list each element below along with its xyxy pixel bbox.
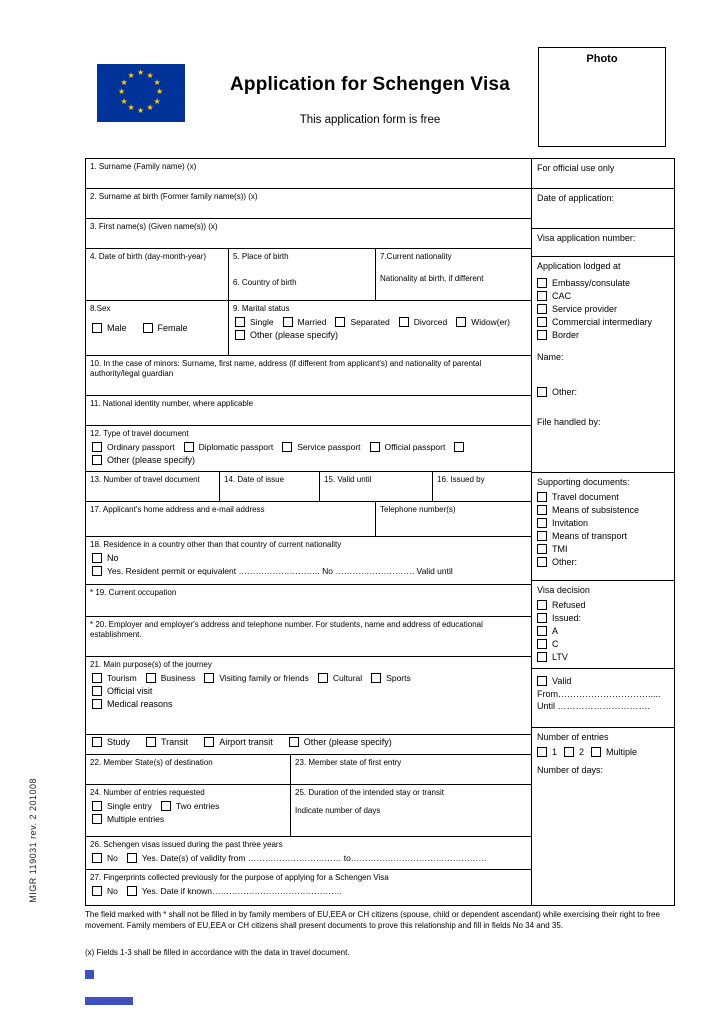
checkbox[interactable] (235, 317, 245, 327)
scan-artifact-square (85, 970, 94, 979)
checkbox-option[interactable] (537, 518, 669, 528)
checkbox-option[interactable] (537, 387, 669, 397)
checkbox-option[interactable] (92, 673, 137, 683)
flag-star-icon: ★ (153, 77, 161, 87)
field-label: Date of application: (537, 193, 615, 203)
checkbox[interactable] (591, 747, 601, 757)
field-22-member-states-destination[interactable] (86, 755, 291, 784)
checkbox-option[interactable] (146, 673, 196, 683)
field-27-fingerprints (86, 870, 531, 905)
official-name-label: Name: (537, 351, 564, 362)
checkbox[interactable] (537, 505, 547, 515)
option-label: Multiple (606, 746, 638, 757)
field-5-6-place-country-of-birth[interactable] (229, 249, 376, 300)
official-validity-section (532, 669, 674, 728)
option-label: Widow(er) (471, 317, 510, 328)
field-label: 16. Issued by (437, 475, 485, 484)
visa-decision-options (537, 600, 669, 662)
option-label: Issued: (552, 612, 582, 623)
checkbox-option[interactable] (537, 544, 669, 554)
field-label: 14. Date of issue (224, 475, 285, 484)
official-date-of-application[interactable] (532, 189, 674, 229)
fingerprints-options-row (86, 883, 531, 896)
row-destination-first-entry (86, 755, 531, 785)
row-entries-duration (86, 785, 531, 837)
option-label: Service provider (552, 303, 618, 314)
field-label: Nationality at birth, if different (380, 274, 484, 284)
checkbox-option[interactable] (537, 626, 669, 636)
option-label: Other: (552, 556, 578, 567)
checkbox[interactable] (204, 737, 214, 747)
checkbox-option[interactable] (204, 673, 309, 683)
option-label: A (552, 625, 559, 636)
checkbox[interactable] (235, 330, 245, 340)
option-label: Yes. Date(s) of validity from …………………………… to………………………………………… (141, 853, 487, 864)
field-13-document-number[interactable] (86, 472, 220, 501)
option-label: Border (552, 329, 580, 340)
option-label: Sports (386, 673, 411, 684)
field-label: 17. Applicant's home address and e-mail address (90, 505, 265, 514)
field-21-journey-purpose-secondary (86, 735, 531, 755)
official-use-title: For official use only (537, 163, 615, 173)
page-title: Application for Schengen Visa (230, 74, 510, 95)
checkbox[interactable] (143, 323, 153, 333)
official-visa-application-number[interactable] (532, 229, 674, 257)
option-label: Valid (552, 676, 572, 686)
checkbox[interactable] (335, 317, 345, 327)
option-label: Visiting family or friends (219, 673, 309, 684)
checkbox[interactable] (537, 626, 547, 636)
checkbox-option[interactable] (537, 304, 669, 314)
footnote-asterisk: The field marked with * shall not be filled in by family members of EU,EEA or CH citizens (spouse, child or dependent ascendant) while exercising their right to free movement. Family members of EU,EEA or CH citizens shall present documents to prove this relationship and fill in fields No 34 and 35. (85, 910, 660, 931)
field-label: 18. Residence in a country other than that country of current nationality (90, 540, 342, 549)
row-sex-marital-status (86, 301, 531, 356)
field-21-journey-purpose (86, 657, 531, 735)
option-label: Cultural (332, 673, 363, 684)
checkbox[interactable] (537, 330, 547, 340)
official-supporting-documents (532, 473, 674, 581)
number-of-days-label: Number of days: (537, 764, 604, 775)
option-label: Single (250, 317, 274, 328)
field-label: 12. Type of travel document (90, 429, 189, 438)
option-label: Two entries (175, 801, 220, 812)
checkbox[interactable] (146, 737, 156, 747)
option-label: Other: (552, 387, 578, 398)
checkbox[interactable] (92, 455, 102, 465)
checkbox-option[interactable] (318, 673, 362, 683)
residence-no-option (86, 550, 531, 563)
field-label: 6. Country of birth (233, 278, 297, 288)
field-1-surname[interactable] (86, 159, 531, 189)
checkbox[interactable] (92, 699, 102, 709)
checkbox-option[interactable] (564, 747, 584, 757)
field-label: 13. Number of travel document (90, 475, 200, 484)
form-table (85, 158, 675, 906)
checkbox[interactable] (92, 553, 102, 563)
flag-star-icon: ★ (118, 87, 126, 96)
checkbox[interactable] (92, 801, 102, 811)
field-12-travel-document-type (86, 426, 531, 472)
field-label: 21. Main purpose(s) of the journey (90, 660, 212, 669)
field-label: Visa decision (537, 585, 590, 595)
checkbox[interactable] (537, 387, 547, 397)
checkbox-option[interactable] (92, 886, 118, 896)
checkbox[interactable] (537, 676, 547, 686)
number-of-entries-options (537, 744, 669, 757)
option-label: Official visit (107, 686, 153, 697)
valid-until-label: Until …………………………. (537, 700, 651, 711)
option-label: TMI (552, 543, 568, 554)
field-label: 10. In the case of minors: Surname, first name, address (if different from applicant's) and nationality of parental authority/legal guardian (90, 359, 482, 379)
option-label: Means of transport (552, 530, 628, 541)
field-24-entries-requested (86, 785, 291, 836)
valid-option (537, 676, 669, 686)
supporting-documents-options (537, 492, 669, 567)
option-label: Airport transit (219, 737, 273, 747)
checkbox[interactable] (537, 544, 547, 554)
sex-options (86, 320, 228, 333)
entries-options (86, 798, 290, 811)
checkbox[interactable] (537, 652, 547, 662)
checkbox[interactable] (283, 317, 293, 327)
field-label: 5. Place of birth (233, 252, 289, 261)
option-label: LTV (552, 651, 568, 662)
checkbox-option[interactable] (146, 737, 188, 747)
checkbox-option[interactable] (537, 330, 669, 340)
official-visa-decision (532, 581, 674, 669)
checkbox-option[interactable] (204, 737, 273, 747)
field-label: 26. Schengen visas issued during the past three years (90, 840, 283, 849)
option-label: Single entry (107, 801, 152, 812)
valid-from-label: From…………………………..... (537, 689, 661, 699)
option-label: Transit (161, 737, 189, 747)
checkbox[interactable] (92, 442, 102, 452)
checkbox-option[interactable] (537, 747, 557, 757)
field-label: 22. Member State(s) of destination (90, 758, 213, 767)
marital-status-other (229, 327, 531, 340)
official-application-lodged-section (532, 257, 674, 473)
checkbox-option[interactable] (283, 317, 327, 327)
option-label: Service passport (297, 442, 361, 453)
marital-status-options (229, 314, 531, 327)
checkbox[interactable] (537, 518, 547, 528)
option-label: Male (107, 323, 127, 334)
field-8-sex (86, 301, 229, 355)
checkbox[interactable] (146, 673, 156, 683)
field-label: 1. Surname (Family name) (x) (90, 162, 197, 171)
checkbox[interactable] (92, 886, 102, 896)
field-19-current-occupation[interactable] (86, 585, 531, 617)
flag-star-icon: ★ (146, 70, 154, 80)
checkbox[interactable] (537, 557, 547, 567)
official-use-header (532, 159, 674, 189)
checkbox[interactable] (282, 442, 292, 452)
lodged-options (537, 278, 669, 340)
checkbox-option[interactable] (537, 600, 669, 610)
field-3-first-names[interactable] (86, 219, 531, 249)
option-label: Female (157, 323, 188, 334)
option-label: 2 (579, 746, 585, 757)
checkbox-option[interactable] (92, 801, 152, 811)
checkbox[interactable] (370, 442, 380, 452)
flag-star-icon: ★ (153, 96, 161, 106)
option-label: Tourism (107, 673, 137, 684)
checkbox[interactable] (537, 278, 547, 288)
footnote-x: (x) Fields 1-3 shall be filled in accordance with the data in travel document. (85, 948, 350, 957)
checkbox[interactable] (184, 442, 194, 452)
field-label: Supporting documents: (537, 477, 630, 487)
residence-yes-option (86, 563, 531, 576)
checkbox-option[interactable] (92, 442, 175, 452)
flag-star-icon: ★ (137, 68, 145, 77)
checkbox[interactable] (537, 291, 547, 301)
checkbox-option[interactable] (537, 317, 669, 327)
checkbox[interactable] (92, 673, 102, 683)
entries-multiple-option (86, 811, 290, 824)
checkbox-option[interactable] (92, 853, 118, 863)
flag-star-icon: ★ (120, 77, 128, 87)
page-subtitle: This application form is free (299, 114, 441, 126)
checkbox-option[interactable] (282, 442, 360, 452)
checkbox[interactable] (92, 853, 102, 863)
checkbox-option[interactable] (235, 317, 274, 327)
checkbox[interactable] (92, 814, 102, 824)
photo-label: Photo (586, 53, 618, 65)
field-17-telephone[interactable] (376, 502, 531, 536)
option-label: Study (107, 737, 131, 747)
field-15-valid-until[interactable] (320, 472, 433, 501)
option-label: Travel document (552, 491, 619, 502)
official-file-handled-label: File handled by: (537, 417, 601, 428)
checkbox[interactable] (371, 673, 381, 683)
previous-visas-options-row (86, 850, 531, 863)
field-4-date-of-birth[interactable] (86, 249, 229, 300)
checkbox-option[interactable] (399, 317, 448, 327)
option-label: Yes. Date if known………………………………………. (141, 886, 342, 897)
option-label: C (552, 638, 559, 649)
option-label: 1 (552, 746, 558, 757)
checkbox[interactable] (537, 747, 547, 757)
checkbox[interactable] (127, 886, 137, 896)
field-17-home-address[interactable] (86, 502, 376, 536)
field-label: Number of entries (537, 732, 609, 742)
travel-document-options-row (86, 439, 531, 452)
form-reference-number: MIGR 119031 rev. 2 201008 (28, 778, 38, 903)
checkbox-option[interactable] (235, 330, 338, 340)
checkbox-option[interactable] (92, 814, 164, 824)
checkbox[interactable] (456, 317, 466, 327)
checkbox[interactable] (537, 600, 547, 610)
option-label: Multiple entries (107, 814, 165, 825)
checkbox-option[interactable] (537, 492, 669, 502)
row-address-telephone (86, 502, 531, 537)
field-label: 2. Surname at birth (Former family name(s)) (x) (90, 192, 258, 201)
checkbox-option[interactable] (537, 676, 669, 686)
option-label: Business (160, 673, 196, 684)
field-label: Telephone number(s) (380, 505, 456, 514)
option-label: Official passport (384, 442, 446, 453)
checkbox-option[interactable] (127, 853, 487, 863)
checkbox-option[interactable] (92, 455, 195, 465)
flag-star-icon: ★ (137, 106, 145, 115)
checkbox-option[interactable] (537, 639, 669, 649)
checkbox-option[interactable] (335, 317, 389, 327)
checkbox[interactable] (92, 737, 102, 747)
checkbox-option[interactable] (92, 566, 453, 576)
checkbox[interactable] (564, 747, 574, 757)
checkbox-option[interactable] (537, 291, 669, 301)
field-label: Visa application number: (537, 233, 636, 243)
option-label: Medical reasons (107, 699, 173, 710)
checkbox-option[interactable] (184, 442, 274, 452)
main-column (86, 159, 532, 905)
checkbox-option[interactable] (92, 553, 119, 563)
checkbox[interactable] (289, 737, 299, 747)
field-label: Application lodged at (537, 261, 621, 271)
field-14-date-of-issue[interactable] (220, 472, 320, 501)
checkbox[interactable] (537, 317, 547, 327)
row-birth-and-nationality (86, 249, 531, 301)
checkbox-option[interactable] (92, 686, 152, 696)
field-23-member-state-first-entry[interactable] (291, 755, 531, 784)
field-2-surname-at-birth[interactable] (86, 189, 531, 219)
flag-star-icon: ★ (127, 103, 135, 113)
field-label: 24. Number of entries requested (90, 788, 205, 797)
option-label: No (107, 553, 119, 564)
purpose-secondary-options (86, 735, 531, 747)
field-10-minors[interactable] (86, 356, 531, 396)
checkbox-option[interactable] (537, 652, 669, 662)
checkbox-option[interactable] (92, 323, 127, 333)
checkbox[interactable] (161, 801, 171, 811)
field-18-residence-other-country (86, 537, 531, 585)
scan-artifact-bar (85, 997, 133, 1005)
option-label: CAC (552, 290, 572, 301)
checkbox-option[interactable] (92, 699, 173, 709)
checkbox[interactable] (454, 442, 464, 452)
purpose-official-visit (86, 683, 531, 696)
checkbox[interactable] (537, 304, 547, 314)
travel-document-other (86, 452, 531, 465)
field-20-employer[interactable] (86, 617, 531, 657)
flag-star-icon: ★ (156, 87, 164, 96)
field-9-marital-status (229, 301, 531, 355)
option-label: Divorced (413, 317, 448, 328)
checkbox-option[interactable] (289, 737, 392, 747)
field-label: 23. Member state of first entry (295, 758, 402, 767)
checkbox[interactable] (399, 317, 409, 327)
field-label: 9. Marital status (233, 304, 290, 313)
checkbox[interactable] (204, 673, 214, 683)
checkbox-option[interactable] (92, 737, 130, 747)
checkbox-option[interactable] (537, 531, 669, 541)
checkbox-option[interactable] (456, 317, 510, 327)
flag-star-icon: ★ (127, 70, 135, 80)
checkbox-option[interactable] (127, 886, 342, 896)
option-label: Commercial intermediary (552, 316, 653, 327)
checkbox-option[interactable] (370, 442, 446, 452)
field-label: 27. Fingerprints collected previously for the purpose of applying for a Schengen Visa (90, 873, 389, 882)
field-26-previous-schengen-visas (86, 837, 531, 870)
option-label: Diplomatic passport (198, 442, 274, 453)
checkbox-option[interactable] (537, 557, 669, 567)
checkbox[interactable] (92, 566, 102, 576)
field-label: 8.Sex (90, 304, 111, 313)
option-label: No (107, 886, 118, 897)
field-16-issued-by[interactable] (433, 472, 531, 501)
field-label: * 20. Employer and employer's address and telephone number. For students, name and address of educational establishment. (90, 620, 483, 640)
checkbox[interactable] (537, 531, 547, 541)
checkbox-option[interactable] (143, 323, 188, 333)
option-label: Ordinary passport (107, 442, 175, 453)
field-label: 25. Duration of the intended stay or transit (295, 788, 444, 797)
field-label: 7.Current nationality (380, 252, 452, 261)
checkbox-option[interactable] (537, 505, 669, 515)
option-label: Other (please specify) (107, 455, 196, 466)
option-label: No (107, 853, 118, 864)
option-label: Invitation (552, 517, 589, 528)
checkbox-option[interactable] (537, 613, 669, 623)
option-label: Married (297, 317, 327, 328)
field-25-duration-of-stay[interactable] (291, 785, 531, 836)
checkbox[interactable] (92, 686, 102, 696)
field-11-national-identity-number[interactable] (86, 396, 531, 426)
option-label: Means of subsistence (552, 504, 640, 515)
field-7-current-nationality[interactable] (376, 249, 531, 300)
option-label: Other (please specify) (250, 330, 339, 341)
checkbox-option[interactable] (161, 801, 219, 811)
field-label: 3. First name(s) (Given name(s)) (x) (90, 222, 218, 231)
checkbox-option[interactable] (371, 673, 411, 683)
purpose-medical-reasons (86, 696, 531, 709)
photo-box (538, 47, 666, 147)
checkbox-option[interactable] (591, 747, 637, 757)
flag-star-icon: ★ (120, 96, 128, 106)
option-label: Separated (350, 317, 390, 328)
option-label: Refused (552, 599, 586, 610)
option-label: Other (please specify) (303, 737, 392, 747)
row-travel-document-details (86, 472, 531, 502)
checkbox[interactable] (92, 323, 102, 333)
flag-star-icon: ★ (146, 103, 154, 113)
checkbox[interactable] (537, 613, 547, 623)
field-label: 15. Valid until (324, 475, 372, 484)
option-label: Yes. Resident permit or equivalent ……………………….. No ………………………. Valid until (107, 566, 453, 577)
field-label: 4. Date of birth (day-month-year) (90, 252, 207, 261)
official-number-of-entries (532, 728, 674, 905)
checkbox-option[interactable] (537, 278, 669, 288)
option-label: Embassy/consulate (552, 277, 631, 288)
official-other-option (537, 387, 669, 397)
field-label: * 19. Current occupation (90, 588, 177, 597)
checkbox[interactable] (537, 492, 547, 502)
field-label: 11. National identity number, where applicable (90, 399, 254, 408)
field-label: Indicate number of days (295, 806, 381, 816)
checkbox[interactable] (127, 853, 137, 863)
checkbox[interactable] (318, 673, 328, 683)
purpose-options (86, 670, 531, 683)
checkbox[interactable] (537, 639, 547, 649)
official-use-column (532, 159, 674, 905)
